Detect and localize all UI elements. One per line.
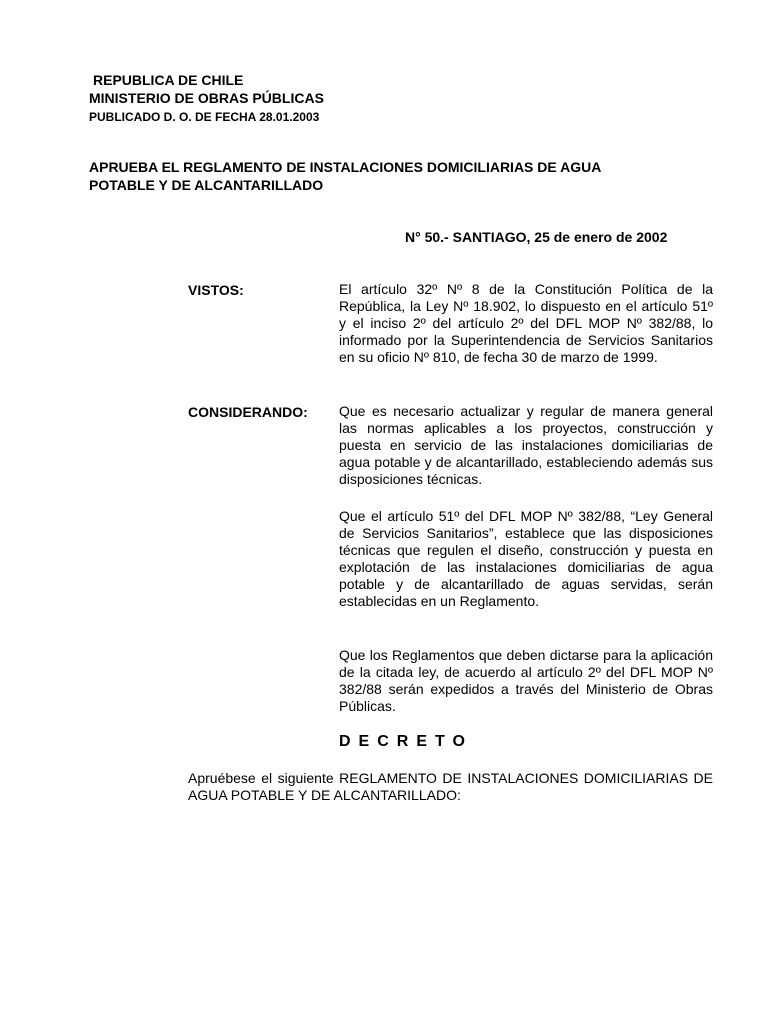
- considerando-paragraph-3: Que los Reglamentos que deben dictarse para la aplicación de la citada ley, de acuerdo al artículo 2º del DFL MOP Nº 382/88 serán expedidos a través del Ministerio de Obras Públicas.: [339, 647, 713, 714]
- document-title-line-1: APRUEBA EL REGLAMENTO DE INSTALACIONES DOMICILIARIAS DE AGUA: [89, 159, 602, 175]
- considerando-paragraph-2: Que el artículo 51º del DFL MOP Nº 382/88, “Ley General de Servicios Sanitarios”, establece que las disposiciones técnicas que regulen el diseño, construcción y puesta en explotación de las instalaciones domiciliarias de agua potable y de alcantarillado de aguas servidas, serán establecidas en un Reglamento.: [339, 508, 713, 609]
- header-publication-date: PUBLICADO D. O. DE FECHA 28.01.2003: [89, 110, 320, 124]
- considerando-paragraph-1: Que es necesario actualizar y regular de manera general las normas aplicables a los proyectos, construcción y puesta en servicio de las instalaciones domiciliarias de agua potable y de alcantarillado, estableciendo además sus disposiciones técnicas.: [339, 403, 713, 487]
- header-republic: REPUBLICA DE CHILE: [93, 72, 244, 88]
- decreto-heading: DECRETO: [339, 733, 473, 750]
- vistos-label: VISTOS:: [188, 282, 244, 298]
- header-ministry: MINISTERIO DE OBRAS PÚBLICAS: [89, 90, 324, 106]
- vistos-text: El artículo 32º Nº 8 de la Constitución Política de la República, la Ley Nº 18.902, lo dispuesto en el artículo 51º y el inciso 2º del artículo 2º del DFL MOP Nº 382/88, lo informado por la Superintendencia de Servicios Sanitarios en su oficio Nº 810, de fecha 30 de marzo de 1999.: [339, 281, 713, 365]
- approval-text: Apruébese el siguiente REGLAMENTO DE INSTALACIONES DOMICILIARIAS DE AGUA POTABLE Y DE ALCANTARILLADO:: [188, 770, 713, 803]
- considerando-label: CONSIDERANDO:: [188, 404, 308, 420]
- decree-number: N° 50.- SANTIAGO, 25 de enero de 2002: [405, 229, 668, 245]
- document-title: [89, 158, 689, 194]
- document-title-line-2: POTABLE Y DE ALCANTARILLADO: [89, 177, 324, 193]
